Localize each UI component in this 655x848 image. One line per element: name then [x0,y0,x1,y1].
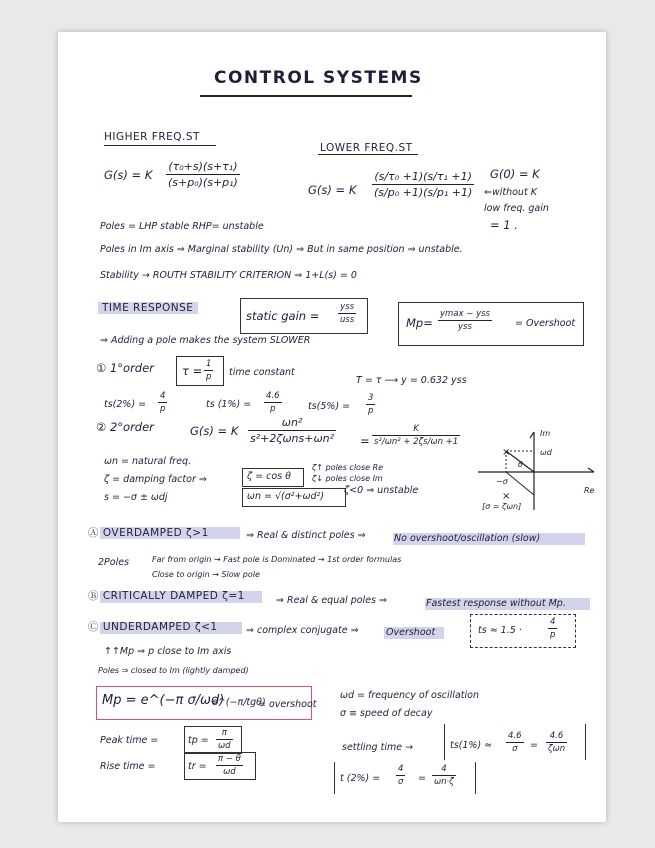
underdamped-text-1: ⇒ complex conjugate ⇒ [246,625,359,636]
wd-definition: ωd = frequency of oscillation [340,690,479,701]
overdamped-text-1: ⇒ Real & distinct poles ⇒ [246,530,366,541]
t2-fraction-2 [432,764,456,787]
wn-definition: ωn = natural freq. [104,456,192,467]
ts1-den: p [270,404,276,415]
far-pole-note: Far from origin → Fast pole is Dominated ⇝ 1st order formulas [152,555,402,564]
close-pole-note: Close to origin → Slow pole [152,570,260,579]
underdamped-note-1: ↑↑Mp ⇒ p close to Im axis [104,646,232,657]
plot-sigma-label: −σ [496,477,508,486]
underdamped-ts-lhs: ts ≈ 1.5 · [478,625,522,636]
mp-formula-second: e^(−π/tgθ) [212,697,266,708]
svg-text:×: × [502,447,511,458]
underdamped-ts-num: 4 [550,617,556,627]
time-constant-label: time constant [229,367,295,378]
first-order-label: ① 1°order [96,361,154,375]
lower-note-gain: low freq. gain [484,203,549,214]
critically-text-1: ⇒ Real & equal poles ⇒ [276,595,387,606]
critically-text-2: Fastest response without Mp. [426,598,566,609]
ts2-num: 4 [160,391,166,401]
sigma-definition: σ ≡ speed of decay [340,708,433,719]
tp-den: ωd [218,741,231,752]
underdamped-note-2: Poles ⇒ closed to Im (lightly damped) [98,666,249,675]
settling-time-label: settling time → [342,742,414,753]
tp-lhs: tp = [188,735,209,746]
ts1-approx-fraction-2 [546,731,567,754]
tau-num: 1 [206,359,212,369]
lower-lhs: G(s) = K [308,183,357,197]
static-gain-label: static gain = [246,309,320,323]
underdamped-text-2: Overshoot [386,627,436,638]
ts2-lhs: ts(2%) = [104,399,147,410]
mp-rhs: = Overshoot [515,318,576,329]
tr-lhs: tr = [188,761,207,772]
plot-theta-label: θ [518,460,523,469]
lower-num: (s/τ₀ +1)(s/τ₁ +1) [374,170,472,183]
second-order-lhs: G(s) = K [190,424,239,438]
adding-pole-note: ⇒ Adding a pole makes the system SLOWER [100,335,311,346]
poles-line-3: Stability → ROUTH STABILITY CRITERION ⇒ 1+L(s) = 0 [100,270,357,281]
mp-formula: Mp = e^(−π σ/ωd) [102,693,225,708]
two-poles-label: 2Poles [98,557,130,568]
lower-den: (s/p₀ +1)(s/p₁ +1) [374,186,473,200]
lower-freq-heading: LOWER FREQ.ST [320,142,413,154]
zeta-definition: ζ = damping factor ⇒ [104,474,207,485]
second-order-label: ② 2°order [96,420,154,434]
underdamped-ts-den: p [550,630,556,641]
tr-den: ωd [223,767,236,778]
underdamped-label: Ⓒ UNDERDAMPED ζ<1 [88,621,218,633]
page-title: CONTROL SYSTEMS [214,68,423,88]
mp-formula-eq: = overshoot [258,699,317,710]
lower-note-one: = 1 . [490,218,518,232]
tau-den: p [206,372,212,383]
t2-den: σ [398,777,404,788]
tau-equation: T = τ ⟶ y = 0.632 yss [356,375,467,386]
static-gain-den: uss [340,315,355,326]
ts1-approx-num: 4.6 [508,731,522,741]
ts5-lhs: ts(5%) = [308,401,351,412]
higher-den: (s+p₀)(s+p₁) [168,176,238,190]
ts1-approx-den-2: ζωn [548,744,566,755]
rise-time-label: Rise time = [100,761,156,772]
zeta-unstable-note: ζ<0 ⇒ unstable [344,485,419,496]
poles-line-1: Poles = LHP stable RHP= unstable [100,221,264,232]
peak-time-label: Peak time = [100,735,159,746]
t2-fraction [396,764,405,787]
zeta-down-note: ζ↓ poles close Im [312,474,383,483]
plot-im-label: Im [540,429,551,438]
static-gain-num: yss [340,302,355,312]
second-order-alt-den: s²/ωn² + 2ζs/ωn +1 [374,437,459,448]
ts1-approx-eq: = [530,740,538,751]
overdamped-label: Ⓐ OVERDAMPED ζ>1 [88,527,209,539]
wn-box-text: ωn = √(σ²+ωd²) [247,491,325,502]
ts1-approx-num-2: 4.6 [549,731,564,741]
plot-re-label: Re [584,486,595,495]
higher-lhs: G(s) = K [104,168,153,182]
t2-lhs: t (2%) = [340,773,381,784]
time-response-heading: TIME RESPONSE [102,302,194,314]
plot-wd-label: ωd [540,448,552,457]
t2-num-2: 4 [441,764,447,774]
zeta-box-text: ζ = cos θ [247,471,291,482]
tr-num: π − θ [218,754,241,764]
zeta-up-note: ζ↑ poles close Re [312,463,384,472]
higher-num: (τ₀+s)(s+τ₁) [168,160,238,173]
ts2-den: p [160,404,166,415]
ts1-lhs: ts (1%) = [206,399,252,410]
critically-label: Ⓑ CRITICALLY DAMPED ζ=1 [88,590,245,602]
t2-den-2: ωn·ζ [434,777,454,788]
lower-note-g0: G(0) = K [490,167,540,181]
overdamped-text-2: No overshoot/oscillation (slow) [394,533,541,544]
mp-num: ymax − yss [440,309,490,319]
ts1-num: 4.6 [266,391,280,401]
ts5-num: 3 [368,393,374,403]
plot-sigma-box: [σ = ζωn] [482,502,522,511]
ts1-approx-lhs: ts(1%) ≈ [450,740,493,751]
mp-den: yss [458,322,472,333]
second-order-den: s²+2ζωns+ωn² [250,432,335,446]
ts1-approx-fraction [506,731,524,754]
page: CONTROL SYSTEMS HIGHER FREQ.ST G(s) = K (τ₀+s)(s+τ₁) (s+p₀)(s+p₁) LOWER FREQ.ST G(s) = K (s/τ₀ +1)(s/τ₁ +1) (s/p₀ +1)(s/p₁ +1) G(0) = K ⇐without K low freq. gain = 1 . Poles = LHP stable RHP= unstable Poles in Im axis ⇒ Marginal stability (Un) ⇒ But in same position ⇒ unstable. Stability → ROUTH STABILITY CRITERION ⇒ 1+L(s) = 0 TIME RESPONSE static gain = yss uss Mp= ymax − yss yss = Overshoot ⇒ Adding a pole makes the system SLOWER ① 1°order τ = 1 p time constant T = τ ⟶ y = 0.632 yss ts(2%) = 4 p ts (1%) = 4.6 p ts(5%) = 3 p ② 2°order G(s) = K ωn² s²+2ζωns+ωn² = K s²/ωn² + 2ζs/ωn +1 ωn = natural freq. ζ = damping factor ⇒ ζ = cos θ s = −σ ± ωdj ωn = √(σ²+ωd²) ζ↑ poles close Re ζ↓ poles close Im ζ<0 ⇒ unstable × × Im Re ωd −σ θ [σ = ζωn] Ⓐ OVERDAMPED ζ>1 ⇒ Real & distinct poles ⇒ No overshoot/oscillation (slow) 2Poles Far from origin → Fast pole is Dominated ⇝ 1st order formulas Close to origin → Slow pole Ⓑ CRITICALLY DAMPED ζ=1 ⇒ Real & equal poles ⇒ Fastest response without Mp. Ⓒ UNDERDAMPED ζ<1 ⇒ complex conjugate ⇒ Overshoot ts ≈ 1.5 · 4 p ↑↑Mp ⇒ p close to Im axis Poles ⇒ closed to Im (lightly damped) Mp = e^(−π σ/ωd) e^(−π/tgθ) = overshoot ωd = frequency of oscillation σ ≡ speed of decay Peak time = tp = π ωd Rise time = tr = π − θ ωd settling time → ts(1%) ≈ 4.6 σ = 4.6 ζωn t (2%) = 4 σ = 4 ωn·ζ [0,0,655,848]
s-definition: s = −σ ± ωdj [104,492,168,503]
second-order-alt-num: K [413,424,419,434]
second-order-num: ωn² [281,416,303,429]
tp-fraction [216,728,233,751]
ts1-approx-den: σ [512,744,518,755]
ts5-den: p [368,406,374,417]
svg-text:×: × [502,491,511,502]
tr-fraction [216,754,243,777]
t2-num: 4 [398,764,404,774]
t2-eq: = [418,773,426,784]
poles-line-2: Poles in Im axis ⇒ Marginal stability (Un) ⇒ But in same position ⇒ unstable. [100,244,463,255]
underdamped-ts-fraction [548,617,557,640]
higher-freq-heading: HIGHER FREQ.ST [104,131,200,143]
lower-note-without: ⇐without K [484,187,537,198]
tau-lhs: τ = [182,364,203,378]
tp-num: π [221,728,227,738]
mp-lhs: Mp= [406,316,433,330]
